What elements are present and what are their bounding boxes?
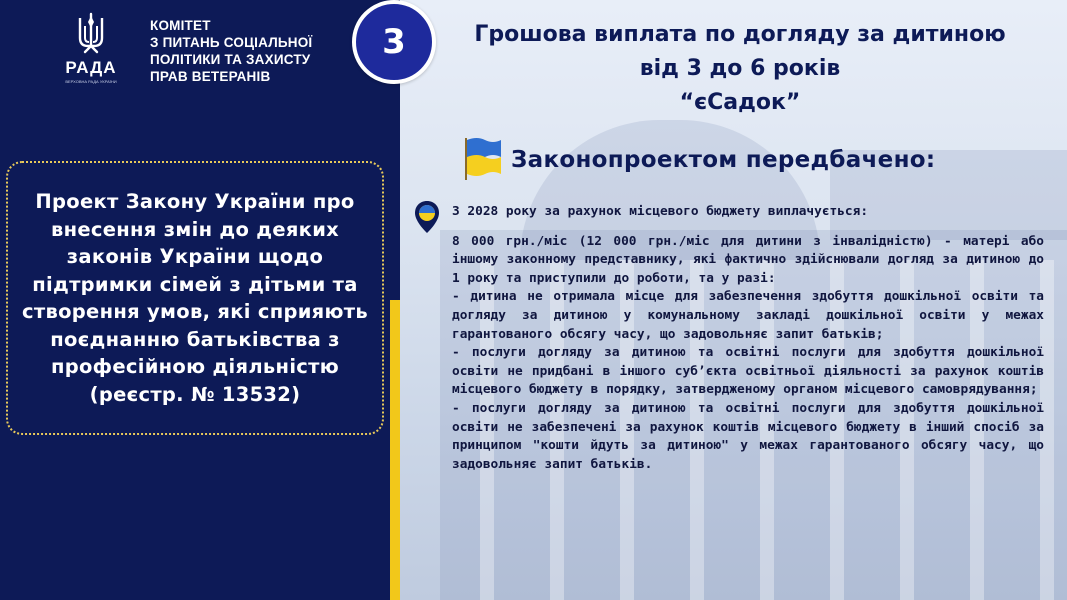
content-paragraph: 8 000 грн./міс (12 000 грн./міс для дитини з інвалідністю) - матері або іншому законному представнику, які фактично здійснювали догляд за дитиною до 1 року та приступили до роботи, та у разі: [452, 233, 1044, 286]
logo-word: РАДА [65, 58, 117, 77]
committee-name [150, 17, 360, 85]
ukraine-flag-icon [463, 136, 503, 180]
committee-line: ПРАВ ВЕТЕРАНІВ [150, 69, 271, 84]
title-line: від 3 до 6 років [639, 56, 841, 81]
left-panel [0, 0, 390, 600]
logo-subtitle: ВЕРХОВНА РАДА УКРАЇНИ [65, 79, 117, 84]
rada-logo [58, 12, 124, 96]
committee-line: З ПИТАНЬ СОЦІАЛЬНОЇ [150, 35, 313, 50]
location-pin-icon [414, 200, 440, 234]
title-line: Грошова виплата по догляду за дитиною [474, 22, 1006, 47]
trident-icon [76, 12, 106, 56]
page-title [440, 18, 1040, 120]
project-box [6, 161, 384, 435]
title-line: “єСадок” [679, 90, 801, 115]
content-paragraph: - послуги догляду за дитиною та освітні послуги для здобуття дошкільної освіти не забезпечені за рахунок коштів місцевого бюджету в інший спосіб за принципом "кошти йдуть за дитиною" у межах гарантованого обсягу часу, що задовольняє запит батьків. [452, 400, 1044, 472]
project-title: Проект Закону України про внесення змін до деяких законів України щодо підтримки сімей з дітьми та створення умов, які сприяють поєднанню батьківства з професійною діяльністю (реєстр. № 13532) [21, 190, 368, 406]
content-body [452, 203, 1044, 474]
step-number-badge: 3 [352, 0, 436, 84]
committee-line: ПОЛІТИКИ ТА ЗАХИСТУ [150, 52, 311, 67]
content-paragraph: - послуги догляду за дитиною та освітні послуги для здобуття дошкільної освіти не придбані в іншого суб’єкта освітньої діяльності за рахунок коштів місцевого бюджету в порядку, затвердженому органом місцевого самоврядування; [452, 345, 1044, 398]
divider-stripe [390, 0, 400, 600]
section-heading: Законопроектом передбачено: [511, 147, 936, 173]
content-lead: З 2028 року за рахунок місцевого бюджету виплачується: [452, 204, 869, 219]
committee-line: КОМІТЕТ [150, 18, 211, 33]
content-paragraph: - дитина не отримала місце для забезпечення здобуття дошкільної освіти та догляду за дитиною у комунальному закладі дошкільної освіти у межах гарантованого обсягу часу, що задовольняє запит батьків; [452, 289, 1044, 342]
